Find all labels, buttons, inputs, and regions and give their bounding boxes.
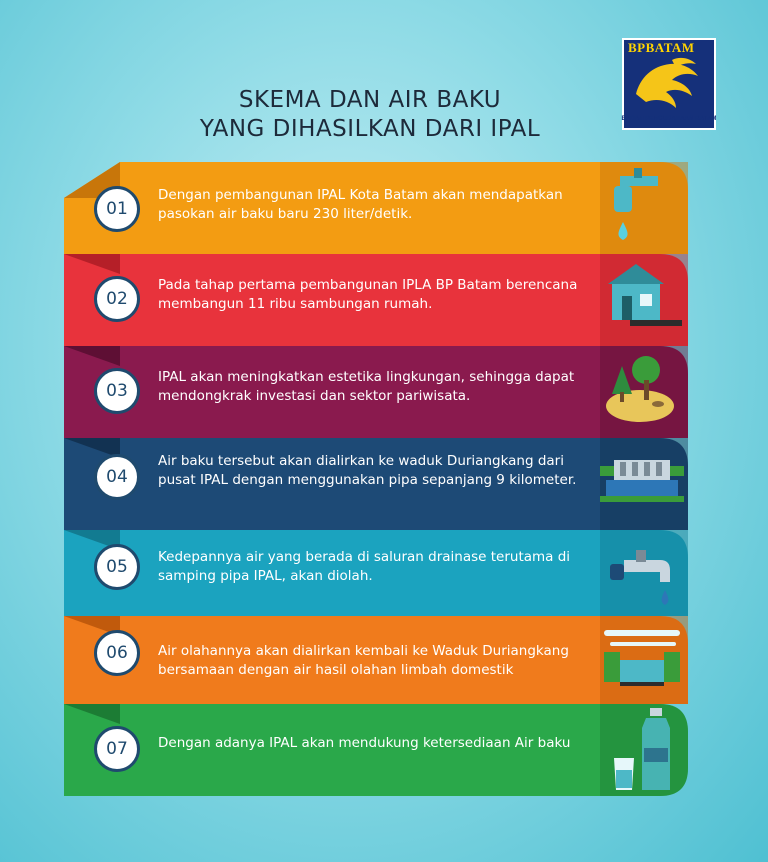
- step-number: 05: [94, 544, 140, 590]
- step-number: 06: [94, 630, 140, 676]
- step-item: [0, 530, 768, 616]
- step-number: 07: [94, 726, 140, 772]
- step-item: [0, 704, 768, 796]
- step-text: Kedepannya air yang berada di saluran drainase terutama di samping pipa IPAL, akan diolah.: [158, 549, 571, 584]
- step-text: Pada tahap pertama pembangunan IPLA BP Batam berencana membangun 11 ribu sambungan rumah.: [158, 277, 578, 312]
- step-item: [0, 438, 768, 530]
- water-bottle-glass-icon: [600, 704, 684, 796]
- step-number: 03: [94, 368, 140, 414]
- step-item: [0, 254, 768, 346]
- water-tap-icon: [600, 162, 680, 254]
- step-text: Dengan pembangunan IPAL Kota Batam akan mendapatkan pasokan air baku baru 230 liter/detik.: [158, 187, 563, 222]
- step-text: Air olahannya akan dialirkan kembali ke Waduk Duriangkang bersamaan dengan air hasil olahan limbah domestik: [158, 643, 569, 678]
- step-text: Dengan adanya IPAL akan mendukung ketersediaan Air baku: [158, 735, 571, 751]
- logo-caption: BADAN PENGUSAHAAN BATAM: [621, 116, 717, 122]
- step-text: Air baku tersebut akan dialirkan ke waduk Duriangkang dari pusat IPAL dengan menggunakan pipa sepanjang 9 kilometer.: [158, 453, 577, 488]
- step-number: 04: [94, 454, 140, 500]
- tree-landscape-icon: [600, 346, 684, 438]
- title-line-2: YANG DIHASILKAN DARI IPAL: [199, 116, 541, 142]
- step-item: [0, 162, 768, 254]
- logo-brand-text: BPBATAM: [628, 40, 695, 55]
- drain-outflow-icon: [600, 616, 684, 704]
- title-line-1: SKEMA DAN AIR BAKU: [238, 87, 502, 113]
- reservoir-dam-icon: [600, 438, 684, 530]
- house-pipe-icon: [600, 254, 684, 346]
- step-text: IPAL akan meningkatkan estetika lingkungan, sehingga dapat mendongkrak investasi dan sektor pariwisata.: [158, 369, 575, 404]
- step-item: [0, 346, 768, 438]
- step-item: [0, 616, 768, 704]
- step-number: 01: [94, 186, 140, 232]
- step-number: 02: [94, 276, 140, 322]
- faucet-drip-icon: [600, 530, 684, 616]
